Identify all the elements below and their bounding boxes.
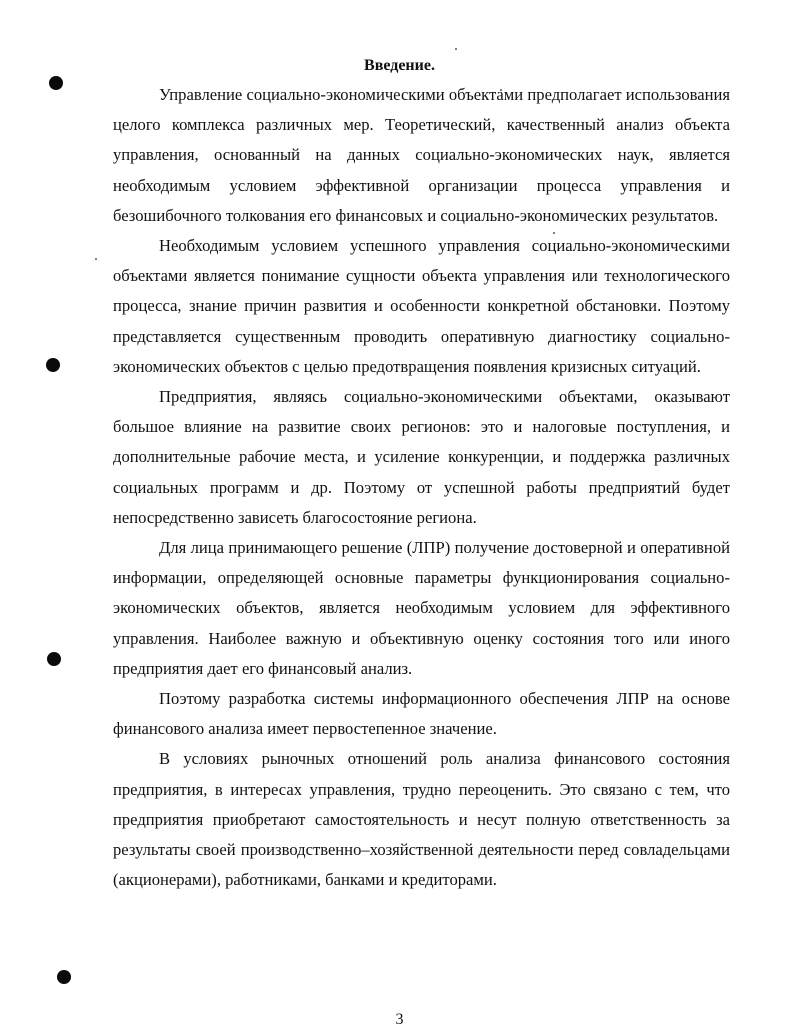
document-title: Введение. [364, 57, 435, 74]
paragraph: Управление социально-экономическими объектами предполагает использования целого комплекса различных мер. Теоретический, качественный анализ объекта управления, основанный на данных социально-экономических наук, является необходимым условием эффективной организации процесса управления и безошибочного толкования его финансовых и социально-экономических результатов. [113, 85, 730, 225]
binding-hole-mark [49, 76, 63, 90]
paragraph: В условиях рыночных отношений роль анализа финансового состояния предприятия, в интересах управления, трудно переоценить. Это связано с тем, что предприятия приобретают самостоятельность и несут полную ответственность за результаты своей производственно–хозяйственной деятельности перед совладельцами (акционерами), работниками, банками и кредиторами. [113, 749, 730, 890]
binding-hole-mark [47, 652, 61, 666]
page-number: 3 [395, 1011, 404, 1028]
binding-hole-mark [57, 970, 71, 984]
scan-speck [455, 48, 457, 50]
binding-hole-mark [46, 358, 60, 372]
paragraph: Необходимым условием успешного управления социально-экономическими объектами является понимание сущности объекта управления или технологического процесса, знание причин развития и особенности конкретной обстановки. Поэтому представляется существенным проводить оперативную диагностику социально-экономических объектов с целью предотвращения появления кризисных ситуаций. [113, 236, 730, 376]
scan-speck [95, 258, 97, 260]
paragraph: Для лица принимающего решение (ЛПР) получение достоверной и оперативной информации, определяющей основные параметры функционирования социально-экономических объектов, является необходимым условием для эффективного управления. Наиболее важную и объективную оценку состояния того или иного предприятия дает его финансовый анализ. [113, 538, 730, 678]
paragraph: Предприятия, являясь социально-экономическими объектами, оказывают большое влияние на развитие своих регионов: это и налоговые поступления, и дополнительные рабочие места, и усиление конкуренции, и поддержка различных социальных программ и др. Поэтому от успешной работы предприятий будет непосредственно зависеть благосостояние региона. [113, 387, 730, 527]
document-body [113, 80, 730, 895]
paragraph: Поэтому разработка системы информационного обеспечения ЛПР на основе финансового анализа имеет первостепенное значение. [113, 689, 730, 739]
